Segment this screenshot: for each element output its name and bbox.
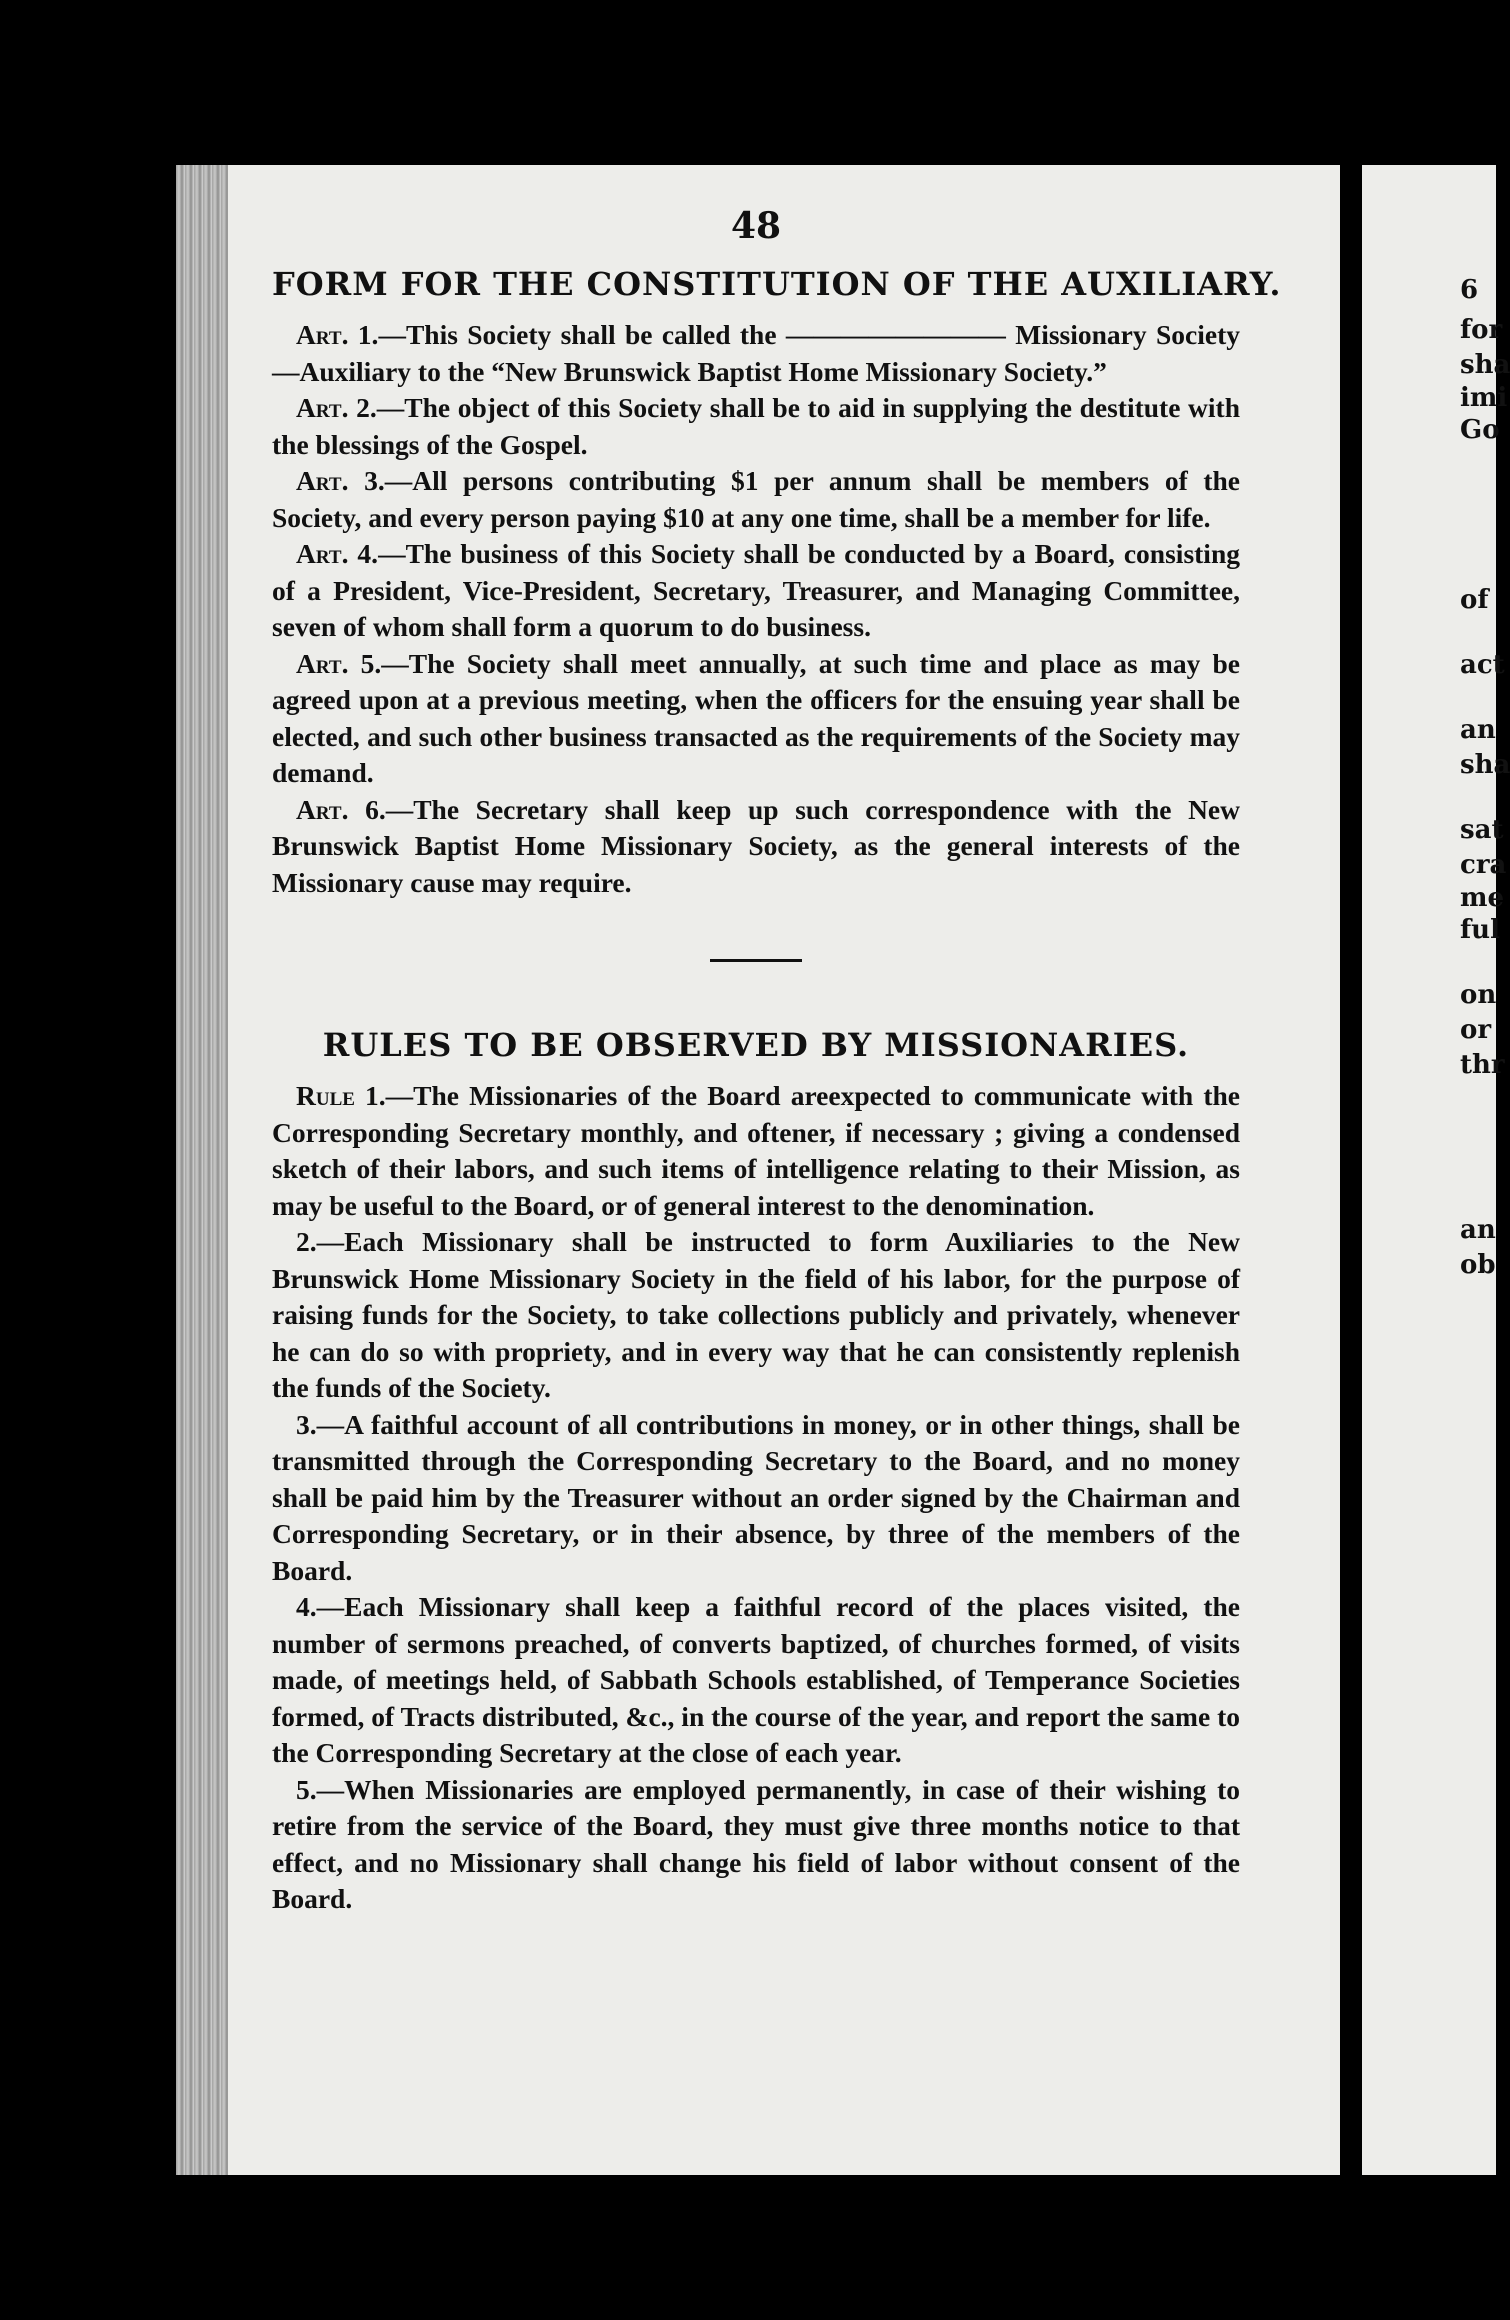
facing-page-fragment: thr: [1460, 1050, 1505, 1080]
page-number: 48: [730, 205, 782, 247]
facing-page-fragment: or: [1460, 1015, 1492, 1045]
facing-page-fragment: Go: [1460, 415, 1500, 445]
article-label: Art. 3.: [296, 465, 385, 496]
facing-page-fragment: sat: [1460, 815, 1504, 845]
facing-page-fragment: of: [1460, 585, 1489, 615]
facing-page-fragment: sha: [1460, 750, 1510, 780]
facing-page-fragment: ful: [1460, 915, 1500, 945]
facing-page-fragment: sha: [1460, 350, 1510, 380]
article-text: —The business of this Society shall be conducted by a Board, consisting of a President, Vice-President, Secretary, Treasurer, and Managing Committee, seven of whom shall form a quorum to do business.: [272, 538, 1240, 642]
page-content: [272, 205, 1282, 1918]
facing-page-fragment: an: [1460, 1215, 1496, 1245]
facing-page-fragment: an: [1460, 715, 1496, 745]
article-5: [272, 646, 1240, 792]
article-text: —All persons contributing $1 per annum shall be members of the Society, and every person paying $10 at any one time, shall be a member for life.: [272, 465, 1241, 533]
rule-text: —The Missionaries of the Board areexpected to communicate with the Corresponding Secretary monthly, and oftener, if necessary ; giving a condensed sketch of their labors, and such items of intelligence relating to their Mission, as may be useful to the Board, or of general interest to the denomination.: [272, 1080, 1240, 1221]
article-label: Art. 4.: [296, 538, 379, 569]
facing-page-fragment: act: [1460, 650, 1505, 680]
facing-page-fragment: me: [1460, 883, 1505, 913]
article-label: Art. 2.: [296, 392, 377, 423]
rule-text: —When Missionaries are employed permanently, in case of their wishing to retire from the service of the Board, they must give three months notice to that effect, and no Missionary shall change his field of labor without consent of the Board.: [272, 1773, 1240, 1914]
rules-heading: RULES TO BE OBSERVED BY MISSIONARIES.: [322, 1026, 1190, 1064]
article-2: [272, 390, 1240, 463]
article-label: Art. 1.: [296, 319, 379, 350]
rule-label: 3.: [296, 1408, 317, 1440]
facing-page-fragment: imi: [1460, 383, 1508, 413]
rule-1: [272, 1078, 1240, 1224]
article-text: —The object of this Society shall be to aid in supplying the destitute with the blessings of the Gospel.: [272, 392, 1240, 460]
rule-text: —A faithful account of all contributions in money, or in other things, shall be transmitted through the Corresponding Secretary to the Board, and no money shall be paid him by the Treasurer without an order signed by the Chairman and Corresponding Secretary, or in their absence, by three of the members of the Board.: [272, 1408, 1240, 1586]
rule-label: 2.: [296, 1226, 317, 1257]
article-4: [272, 536, 1240, 646]
article-1: [272, 317, 1240, 390]
article-text: —The Secretary shall keep up such correspondence with the New Brunswick Baptist Home Missionary Society, as the general interests of the Missionary cause may require.: [272, 793, 1240, 898]
facing-page-fragment: 6: [1460, 275, 1479, 305]
article-text: —This Society shall be called the ———————— Missionary Society—Auxiliary to the “New Brunswick Baptist Home Missionary Society.”: [272, 319, 1240, 387]
article-6: [272, 792, 1240, 902]
article-3: [272, 463, 1240, 536]
rule-label: 5.: [296, 1773, 317, 1805]
article-text: —The Society shall meet annually, at such time and place as may be agreed upon at a previous meeting, when the officers for the ensuing year shall be elected, and such other business transacted as the requirements of the Society may demand.: [272, 647, 1241, 788]
rule-3: [272, 1407, 1240, 1590]
rule-label: 4.: [296, 1591, 317, 1622]
rule-4: [272, 1589, 1240, 1772]
rule-label: Rule 1.: [296, 1080, 386, 1111]
facing-page-edge: [1362, 165, 1510, 2175]
rule-5: [272, 1772, 1240, 1918]
article-label: Art. 5.: [296, 647, 382, 679]
facing-page-fragment: for: [1460, 315, 1503, 345]
facing-page-fragment: on: [1460, 980, 1497, 1010]
constitution-heading: FORM FOR THE CONSTITUTION OF THE AUXILIARY.: [272, 265, 1282, 303]
section-divider: [710, 959, 802, 962]
article-label: Art. 6.: [296, 793, 386, 825]
facing-page-fragment: ob: [1460, 1250, 1496, 1280]
facing-page-fragment: cra: [1460, 850, 1507, 880]
rule-2: [272, 1224, 1240, 1407]
page-binding: [176, 165, 228, 2175]
rule-text: —Each Missionary shall be instructed to form Auxiliaries to the New Brunswick Home Missionary Society in the field of his labor, for the purpose of raising funds for the Society, to take collections publicly and privately, whenever he can do so with propriety, and in every way that he can consistently replenish the funds of the Society.: [272, 1226, 1240, 1403]
rule-text: —Each Missionary shall keep a faithful record of the places visited, the number of sermons preached, of converts baptized, of churches formed, of visits made, of meetings held, of Sabbath Schools established, of Temperance Societies formed, of Tracts distributed, &c., in the course of the year, and report the same to the Corresponding Secretary at the close of each year.: [272, 1591, 1240, 1768]
